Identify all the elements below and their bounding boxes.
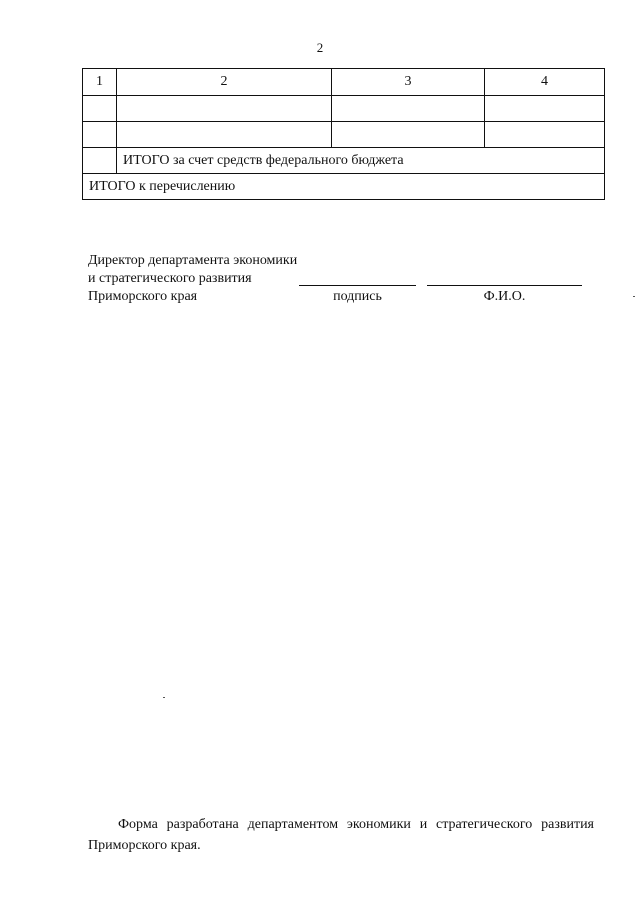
table-cell xyxy=(485,96,605,122)
total-federal-row xyxy=(83,148,605,174)
name-caption: Ф.И.О. xyxy=(483,289,526,304)
table-cell xyxy=(83,122,117,148)
total-federal-label: ИТОГО за счет средств федерального бюджета xyxy=(117,148,605,174)
name-line xyxy=(427,285,582,286)
director-title-line-3: Приморского края xyxy=(88,289,198,304)
column-header-2: 2 xyxy=(117,69,332,96)
signature-caption: подпись xyxy=(333,289,382,304)
table-row xyxy=(83,122,605,148)
column-header-4: 4 xyxy=(485,69,605,96)
page-number: 2 xyxy=(316,40,324,55)
footer-note: Форма разработана департаментом экономики и стратегического развития Приморского края. xyxy=(88,817,594,853)
table-cell xyxy=(117,96,332,122)
scan-speck xyxy=(633,296,635,297)
total-transfer-label: ИТОГО к перечислению xyxy=(83,174,605,200)
total-transfer-row xyxy=(83,174,605,200)
budget-table xyxy=(82,68,605,200)
director-title-line-1: Директор департамента экономики xyxy=(88,253,298,268)
column-header-1: 1 xyxy=(83,69,117,96)
column-header-3: 3 xyxy=(332,69,485,96)
table-cell xyxy=(83,96,117,122)
table-cell xyxy=(332,96,485,122)
table-cell xyxy=(485,122,605,148)
table-row xyxy=(83,96,605,122)
table-cell xyxy=(83,148,117,174)
signature-line xyxy=(299,285,416,286)
scan-speck xyxy=(163,697,165,698)
table-header-row xyxy=(83,69,605,96)
table-cell xyxy=(117,122,332,148)
director-title-block xyxy=(88,252,297,306)
table-cell xyxy=(332,122,485,148)
director-title-line-2: и стратегического развития xyxy=(88,271,252,286)
